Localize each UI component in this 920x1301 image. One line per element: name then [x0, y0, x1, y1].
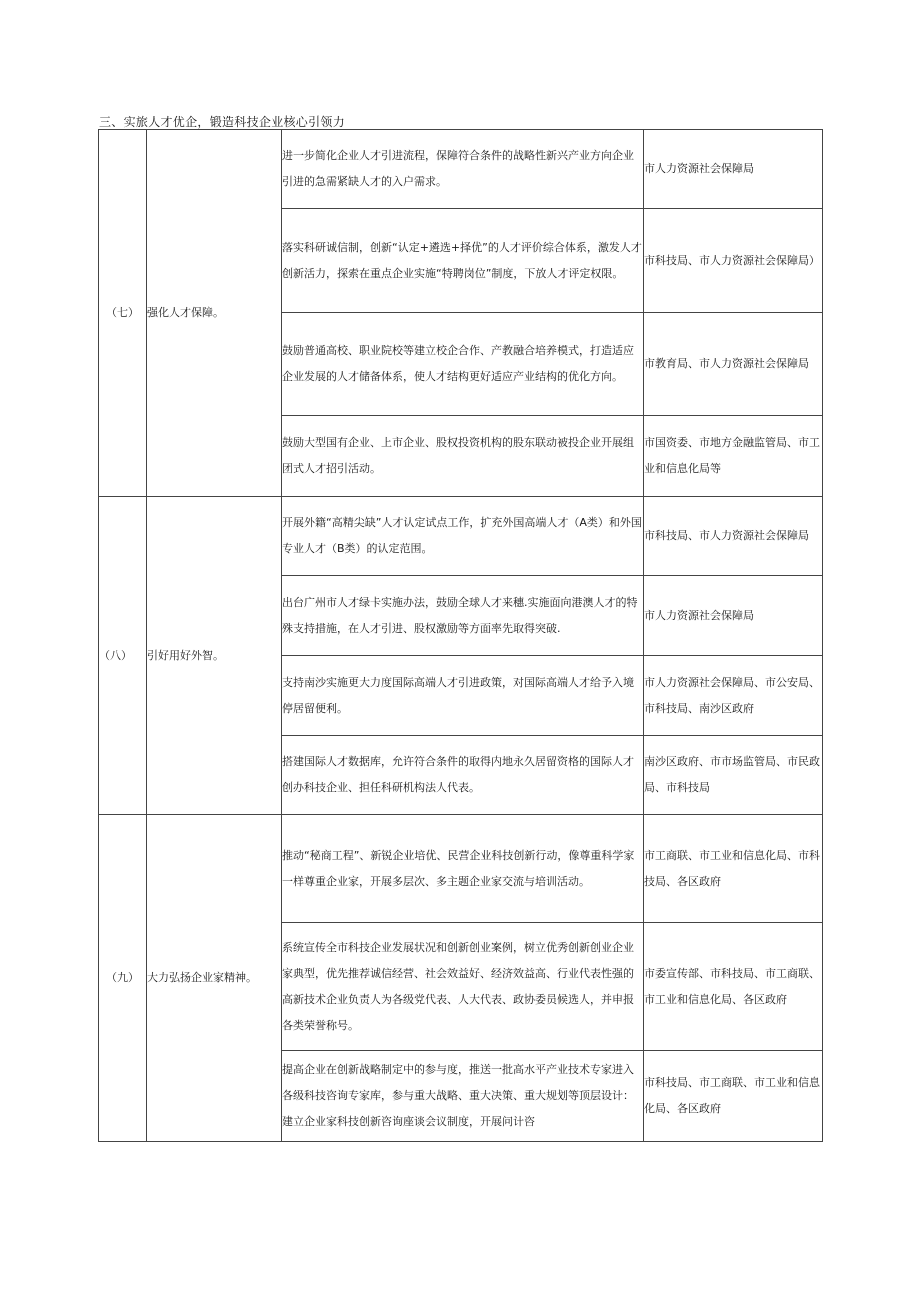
group-topic: 大力弘扬企业家精神。 [147, 815, 282, 1142]
measure-cell: 开展外籍“高精尖缺”人才认定试点工作，扩充外国高端人才（A类）和外国专业人才（B类）的认定范围。 [282, 497, 644, 576]
table-row [99, 130, 823, 209]
department-cell: 市委宣传部、市科技局、市工商联、市工业和信息化局、各区政府 [644, 923, 823, 1051]
table-row [99, 497, 823, 576]
measure-cell: 落实科研诚信制，创新“认定+遴选+择优”的人才评价综合体系，激发人才创新活力，探索在重点企业实施“特聘岗位”制度，下放人才评定权限。 [282, 209, 644, 313]
measure-cell: 提高企业在创新战略制定中的参与度，推送一批高水平产业技术专家进入各级科技咨询专家库，参与重大战略、重大决策、重大规划等顶层设计：建立企业家科技创新咨询座谈会议制度，开展问计咨 [282, 1051, 644, 1142]
group-number: （七） [99, 130, 147, 497]
measure-cell: 推动“秘商工程”、新锐企业培优、民营企业科技创新行动，像尊重科学家一样尊重企业家，开展多层次、多主题企业家交流与培训活动。 [282, 815, 644, 923]
measure-cell: 鼓励普通高校、职业院校等建立校企合作、产教融合培养模式，打造适应企业发展的人才储备体系，使人才结构更好适应产业结构的优化方向。 [282, 313, 644, 416]
department-cell: 南沙区政府、市市场监管局、市民政局、市科技局 [644, 736, 823, 815]
group-number: （八） [99, 497, 147, 815]
department-cell: 市人力资源社会保障局、市公安局、市科技局、南沙区政府 [644, 656, 823, 736]
measure-cell: 搭建国际人才数据库，允许符合条件的取得内地永久居留资格的国际人才创办科技企业、担任科研机构法人代表。 [282, 736, 644, 815]
policy-table [98, 129, 823, 1142]
department-cell: 市科技局、市人力资源社会保障局） [644, 209, 823, 313]
group-topic: 引好用好外智。 [147, 497, 282, 815]
measure-cell: 系统宣传全市科技企业发展状况和创新创业案例，树立优秀创新创业企业家典型，优先推荐诚信经营、社会效益好、经济效益高、行业代表性强的高新技术企业负责人为各级党代表、人大代表、政协委员候选人，并申报各类荣誉称号。 [282, 923, 644, 1051]
department-cell: 市人力资源社会保障局 [644, 576, 823, 656]
department-cell: 市国资委、市地方金融监管局、市工业和信息化局等 [644, 416, 823, 497]
department-cell: 市科技局、市人力资源社会保障局 [644, 497, 823, 576]
measure-cell: 支持南沙实施更大力度国际高端人才引进政策，对国际高端人才给予入境停居留便利。 [282, 656, 644, 736]
section-title: 三、实旅人才优企，锻造科技企业核心引领力 [99, 115, 346, 129]
department-cell: 市教育局、市人力资源社会保障局 [644, 313, 823, 416]
measure-cell: 进一步简化企业人才引进流程，保障符合条件的战略性新兴产业方向企业引进的急需紧缺人才的入户需求。 [282, 130, 644, 209]
group-topic: 强化人才保障。 [147, 130, 282, 497]
department-cell: 市科技局、市工商联、市工业和信息化局、各区政府 [644, 1051, 823, 1142]
group-number: （九） [99, 815, 147, 1142]
measure-cell: 出台广州市人才绿卡实施办法，鼓励全球人才来穗.实施面向港澳人才的特殊支持措施，在人才引进、股权激励等方面率先取得突破. [282, 576, 644, 656]
table-row [99, 815, 823, 923]
department-cell: 市人力资源社会保障局 [644, 130, 823, 209]
department-cell: 市工商联、市工业和信息化局、市科技局、各区政府 [644, 815, 823, 923]
measure-cell: 鼓励大型国有企业、上市企业、股权投资机构的股东联动被投企业开展组团式人才招引活动。 [282, 416, 644, 497]
